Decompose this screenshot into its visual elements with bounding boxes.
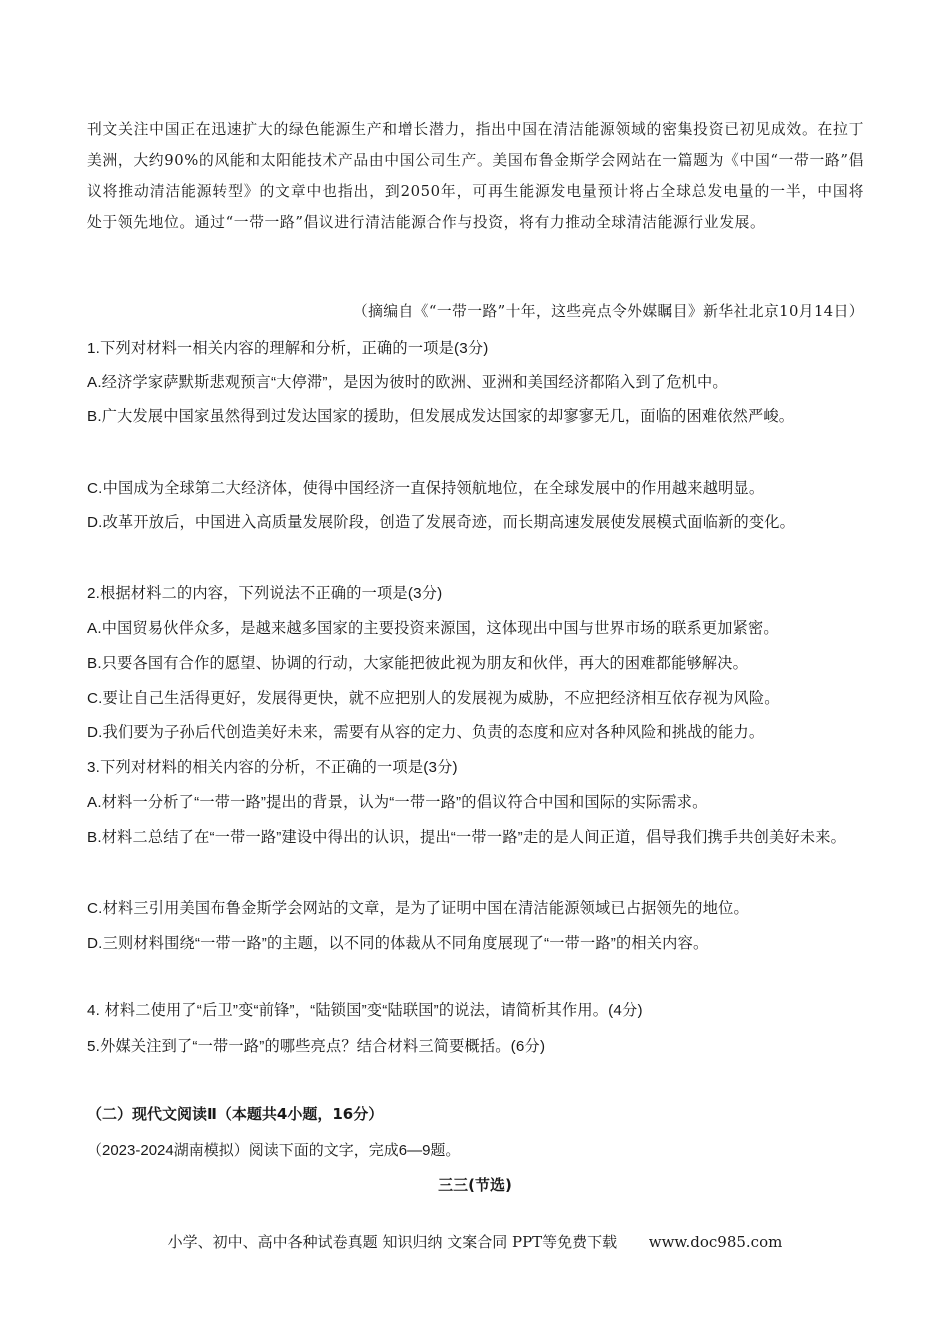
page-footer [0, 1231, 950, 1252]
section-instructions: （2023-2024湖南模拟）阅读下面的文字，完成6—9题。 [87, 1142, 461, 1159]
question-2-option-a: A.中国贸易伙伴众多，是越来越多国家的主要投资来源国，这体现出中国与世界市场的联系更加紧密。 [87, 620, 779, 637]
question-1-option-a: A.经济学家萨默斯悲观预言“大停滞”，是因为彼时的欧洲、亚洲和美国经济都陷入到了危机中。 [87, 374, 728, 391]
question-2-option-b: B.只要各国有合作的愿望、协调的行动，大家能把彼此视为朋友和伙伴，再大的困难都能够解决。 [87, 655, 749, 672]
question-2-option-c: C.要让自己生活得更好，发展得更快，就不应把别人的发展视为威胁，不应把经济相互依存视为风险。 [87, 690, 780, 707]
footer-url-link[interactable]: www.doc985.com [648, 1233, 783, 1251]
text-title: 三三(节选) [438, 1176, 512, 1194]
question-1-option-c: C.中国成为全球第二大经济体，使得中国经济一直保持领航地位，在全球发展中的作用越来越明显。 [87, 480, 765, 497]
footer-promo-text: 小学、初中、高中各种试卷真题 知识归纳 文案合同 PPT等免费下载 [167, 1233, 618, 1251]
section-heading: （二）现代文阅读Ⅱ（本题共4小题，16分） [87, 1105, 384, 1123]
question-1-option-d: D.改革开放后，中国进入高质量发展阶段，创造了发展奇迹，而长期高速发展使发展模式面临新的变化。 [87, 514, 796, 531]
question-5: 5.外媒关注到了“一带一路”的哪些亮点？结合材料三简要概括。(6分) [87, 1038, 546, 1055]
question-4: 4. 材料二使用了“后卫”变“前锋”，“陆锁国”变“陆联国”的说法，请简析其作用。(4分) [87, 1002, 643, 1019]
question-3-option-a: A.材料一分析了“一带一路”提出的背景，认为“一带一路”的倡议符合中国和国际的实际需求。 [87, 794, 708, 811]
question-3-stem: 3.下列对材料的相关内容的分析，不正确的一项是(3分) [87, 759, 458, 776]
question-3-option-b: B.材料二总结了在“一带一路”建设中得出的认识，提出“一带一路”走的是人间正道，倡导我们携手共创美好未来。 [87, 829, 846, 846]
question-2-stem: 2.根据材料二的内容，下列说法不正确的一项是(3分) [87, 585, 443, 602]
source-citation: （摘编自《“一带一路”十年，这些亮点令外媒瞩目》新华社北京10月14日） [352, 303, 864, 320]
question-1-stem: 1.下列对材料一相关内容的理解和分析，正确的一项是(3分) [87, 340, 489, 357]
question-3-option-c: C.材料三引用美国布鲁金斯学会网站的文章，是为了证明中国在清洁能源领域已占据领先的地位。 [87, 900, 749, 917]
question-3-option-d: D.三则材料围绕“一带一路”的主题，以不同的体裁从不同角度展现了“一带一路”的相关内容。 [87, 935, 709, 952]
question-1-option-b: B.广大发展中国家虽然得到过发达国家的援助，但发展成发达国家的却寥寥无几，面临的困难依然严峻。 [87, 408, 795, 425]
paragraph-text: 刊文关注中国正在迅速扩大的绿色能源生产和增长潜力，指出中国在清洁能源领域的密集投资已初见成效。在拉丁美洲，大约90%的风能和太阳能技术产品由中国公司生产。美国布鲁金斯学会网站在一篇题为《中国“一带一路”倡议将推动清洁能源转型》的文章中也指出，到2050年，可再生能源发电量预计将占全球总发电量的一半，中国将处于领先地位。通过“一带一路”倡议进行清洁能源合作与投资，将有力推动全球清洁能源行业发展。 [87, 121, 864, 231]
material-three-paragraph [87, 114, 864, 238]
question-2-option-d: D.我们要为子孙后代创造美好未来，需要有从容的定力、负责的态度和应对各种风险和挑战的能力。 [87, 724, 765, 741]
